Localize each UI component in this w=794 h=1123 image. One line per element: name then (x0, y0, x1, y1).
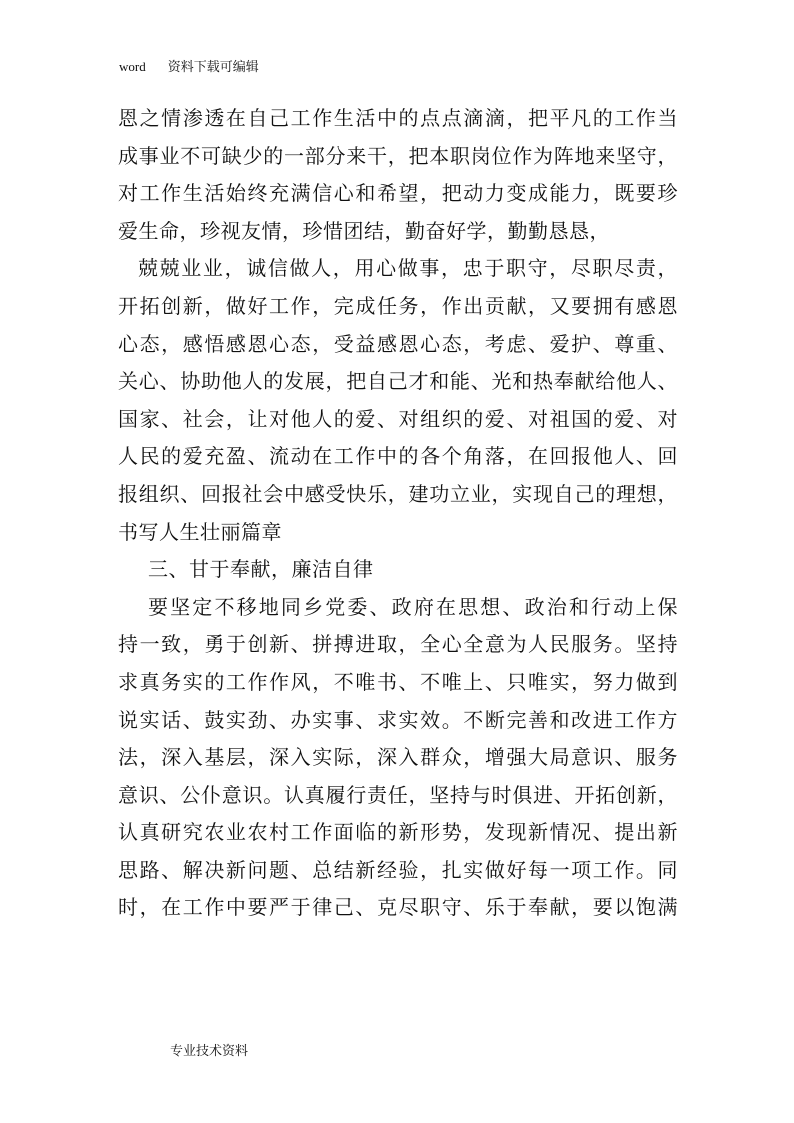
text-line: 持一致，勇于创新、拼搏进取，全心全意为人民服务。坚持 (118, 632, 678, 657)
section-heading (118, 551, 678, 589)
text-line: 恩之情渗透在自己工作生活中的点点滴滴，把平凡的工作当 (118, 106, 678, 130)
text-line: 说实话、鼓实劲、办实事、求实效。不断完善和改进工作方 (118, 707, 678, 732)
paragraph-dedication (118, 589, 678, 927)
text-line: 兢兢业业，诚信做人，用心做事，忠于职守，尽职尽责， (138, 256, 678, 281)
text-line: 意识、公仆意识。认真履行责任，坚持与时俱进、开拓创新， (118, 782, 678, 807)
text-line: 时，在工作中要严于律己、克尽职守、乐于奉献，要以饱满 (118, 895, 678, 920)
text-line: 求真务实的工作作风，不唯书、不唯上、只唯实，努力做到 (118, 669, 678, 694)
text-line: 爱生命，珍视友情，珍惜团结，勤奋好学，勤勤恳恳， (118, 218, 610, 243)
text-line: 认真研究农业农村工作面临的新形势，发现新情况、提出新 (118, 820, 678, 845)
header-brand: word (119, 59, 146, 74)
text-line: 成事业不可缺少的一部分来干，把本职岗位作为阵地来坚守， (118, 143, 678, 168)
paragraph-continuation (118, 100, 678, 250)
text-line: 开拓创新，做好工作，完成任务，作出贡献，又要拥有感恩 (118, 293, 678, 318)
page-header (119, 58, 259, 76)
text-line: 思路、解决新问题、总结新经验，扎实做好每一项工作。同 (118, 857, 678, 882)
text-line: 书写人生壮丽篇章 (118, 519, 282, 544)
section-title: 三、甘于奉献，廉洁自律 (148, 557, 374, 582)
page-footer: 专业技术资料 (170, 1044, 249, 1059)
header-note: 资料下载可编辑 (167, 59, 259, 74)
text-line: 人民的爱充盈、流动在工作中的各个角落，在回报他人、回 (118, 444, 678, 469)
text-line: 关心、协助他人的发展，把自己才和能、光和热奉献给他人、 (118, 369, 678, 394)
paragraph-gratitude (118, 250, 678, 551)
text-line: 法，深入基层，深入实际，深入群众，增强大局意识、服务 (118, 745, 678, 770)
text-line: 对工作生活始终充满信心和希望，把动力变成能力，既要珍 (118, 181, 678, 206)
text-line: 国家、社会，让对他人的爱、对组织的爱、对祖国的爱、对 (118, 406, 678, 431)
text-line: 心态，感悟感恩心态，受益感恩心态，考虑、爱护、尊重、 (118, 331, 678, 356)
document-body (118, 100, 678, 927)
text-line: 要坚定不移地同乡党委、政府在思想、政治和行动上保 (148, 594, 678, 619)
text-line: 报组织、回报社会中感受快乐，建功立业，实现自己的理想， (118, 481, 678, 506)
